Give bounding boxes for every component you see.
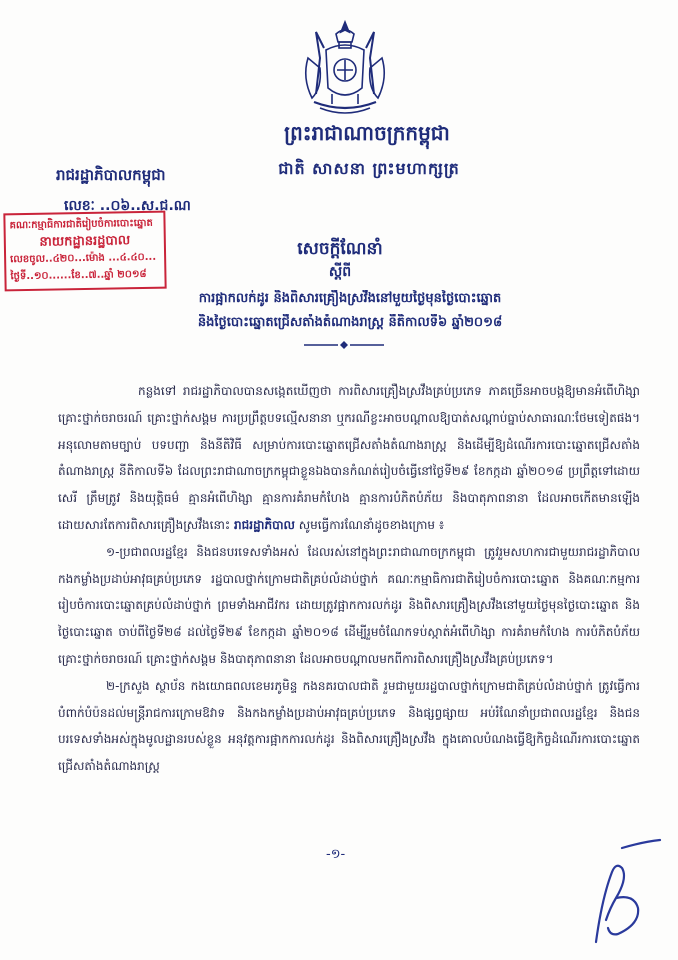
kingdom-name: ព្រះរាជាណាចក្រកម្ពុជា xyxy=(284,121,450,145)
royal-coat-of-arms-emblem xyxy=(296,18,394,120)
issuer-name: រាជរដ្ឋាភិបាលកម្ពុជា xyxy=(56,166,166,184)
document-title: សេចក្តីណែនាំ xyxy=(297,239,383,259)
document-body xyxy=(58,378,640,780)
document-heading-line-2: និងថ្ងៃបោះឆ្នោតជ្រើសតាំងតំណាងរាស្ត្រ នីតិកាលទី៦ ឆ្នាំ២០១៨ xyxy=(197,315,503,330)
national-motto: ជាតិ សាសនា ព្រះមហាក្សត្រ xyxy=(278,159,460,178)
reference-number: លេខៈ ..០៦..ស.ជ.ណ xyxy=(64,198,191,214)
document-heading-line-1: ការផ្អាកលក់ដូរ និងពិសារគ្រឿងស្រវឹងនៅមួយថ្ងៃមុនថ្ងៃបោះឆ្នោត xyxy=(198,291,502,306)
page-number: -១- xyxy=(326,847,346,862)
received-stamp xyxy=(3,211,166,292)
intro-bold-text: រាជរដ្ឋាភិបាល xyxy=(233,517,295,532)
stamp-line-3: លេខចូល..៤២០...ម៉ោង ...៤.៤០... xyxy=(10,251,157,266)
stamp-line-4: ថ្ងៃទី..១០......ខែ..៧..ឆ្នាំ ២០១៨ xyxy=(10,268,147,283)
stamp-line-1: គណៈកម្មាធិការជាតិរៀបចំការបោះឆ្នោត xyxy=(9,217,153,232)
ornamental-divider xyxy=(302,340,386,350)
intro-paragraph xyxy=(58,378,640,539)
signature-initial xyxy=(582,838,662,948)
instruction-item-1: ១-ប្រជាពលរដ្ឋខ្មែរ និងជនបរទេសទាំងអស់ ដែលរស់នៅក្នុងព្រះរាជាណាចក្រកម្ពុជា ត្រូវរួមសហការជាមួយរាជរដ្ឋាភិបាល កងកម្លាំងប្រដាប់អាវុធគ្រប់ប្រភេទ រដ្ឋបាលថ្នាក់ក្រោមជាតិគ្រប់លំដាប់ថ្នាក់ គណៈកម្មាធិការជាតិរៀបចំការបោះឆ្នោត និងគណៈកម្មការរៀបចំការបោះឆ្នោតគ្រប់លំដាប់ថ្នាក់ ព្រមទាំងអាជីវករ ដោយត្រូវផ្អាកការលក់ដូរ និងពិសារគ្រឿងស្រវឹងនៅមួយថ្ងៃមុនថ្ងៃបោះឆ្នោត និងថ្ងៃបោះឆ្នោត ចាប់ពីថ្ងៃទី២៨ ដល់ថ្ងៃទី២៩ ខែកក្កដា ឆ្នាំ២០១៨ ដើម្បីរួមចំណែកទប់ស្កាត់អំពើហិង្សា ការគំរាមកំហែង ការបំភិតបំភ័យ គ្រោះថ្នាក់ចរាចរណ៍ គ្រោះថ្នាក់សង្គម និងបាតុភាពនានា ដែលអាចបណ្តាលមកពីការពិសារគ្រឿងស្រវឹងគ្រប់ប្រភេទ។ xyxy=(58,544,640,666)
document-subtitle: ស្តីពី xyxy=(328,264,352,280)
instruction-item-2: ២-ក្រសួង ស្ថាប័ន កងយោធពលខេមរភូមិន្ទ កងនគរបាលជាតិ រួមជាមួយរដ្ឋបាលថ្នាក់ក្រោមជាតិគ្រប់លំដាប់ថ្នាក់ ត្រូវធ្វើការបំពាក់បំប៉នដល់មន្ត្រីរាជការក្រោមឱវាទ និងកងកម្លាំងប្រដាប់អាវុធគ្រប់ប្រភេទ និងផ្សព្វផ្សាយ អប់រំណែនាំប្រជាពលរដ្ឋខ្មែរ និងជនបរទេសទាំងអស់ក្នុងមូលដ្ឋានរបស់ខ្លួន អនុវត្តការផ្អាកការលក់ដូរ និងពិសារគ្រឿងស្រវឹង ក្នុងគោលបំណងធ្វើឱ្យកិច្ចដំណើរការបោះឆ្នោតជ្រើសតាំងតំណាងរាស្ត្រ xyxy=(58,678,640,774)
intro-text: កន្លងទៅ រាជរដ្ឋាភិបាលបានសង្កេតឃើញថា ការពិសារគ្រឿងស្រវឹងគ្រប់ប្រភេទ ភាគច្រើនអាចបង្កឱ្យមានអំពើហិង្សា គ្រោះថ្នាក់ចរាចរណ៍ គ្រោះថ្នាក់សង្គម ការប្រព្រឹត្តបទល្មើសនានា ឬករណីខ្លះអាចបណ្តាលឱ្យបាត់សណ្តាប់ធ្នាប់សាធារណៈថែមទៀតផង។ អនុលោមតាមច្បាប់ បទបញ្ជា និងនីតិវិធី សម្រាប់ការបោះឆ្នោតជ្រើសតាំងតំណាងរាស្ត្រ និងដើម្បីឱ្យដំណើរការបោះឆ្នោតជ្រើសតាំងតំណាងរាស្ត្រ នីតិកាលទី៦ ដែលព្រះរាជាណាចក្រកម្ពុជាខ្លួនឯងបានកំណត់រៀបចំធ្វើនៅថ្ងៃទី២៩ ខែកក្កដា ឆ្នាំ២០១៨ ប្រព្រឹត្តទៅដោយសេរី ត្រឹមត្រូវ និងយុត្តិធម៌ គ្មានអំពើហិង្សា គ្មានការគំរាមកំហែង គ្មានការបំភិតបំភ័យ និងបាតុភាពនានា ដែលអាចកើតមានឡើង ដោយសារតែការពិសារគ្រឿងស្រវឹងនោះ xyxy=(58,384,640,532)
intro-end-text: សូមធ្វើការណែនាំដូចខាងក្រោម ៖ xyxy=(298,517,445,532)
stamp-line-2: នាយកដ្ឋានរដ្ឋបាល xyxy=(39,233,131,250)
